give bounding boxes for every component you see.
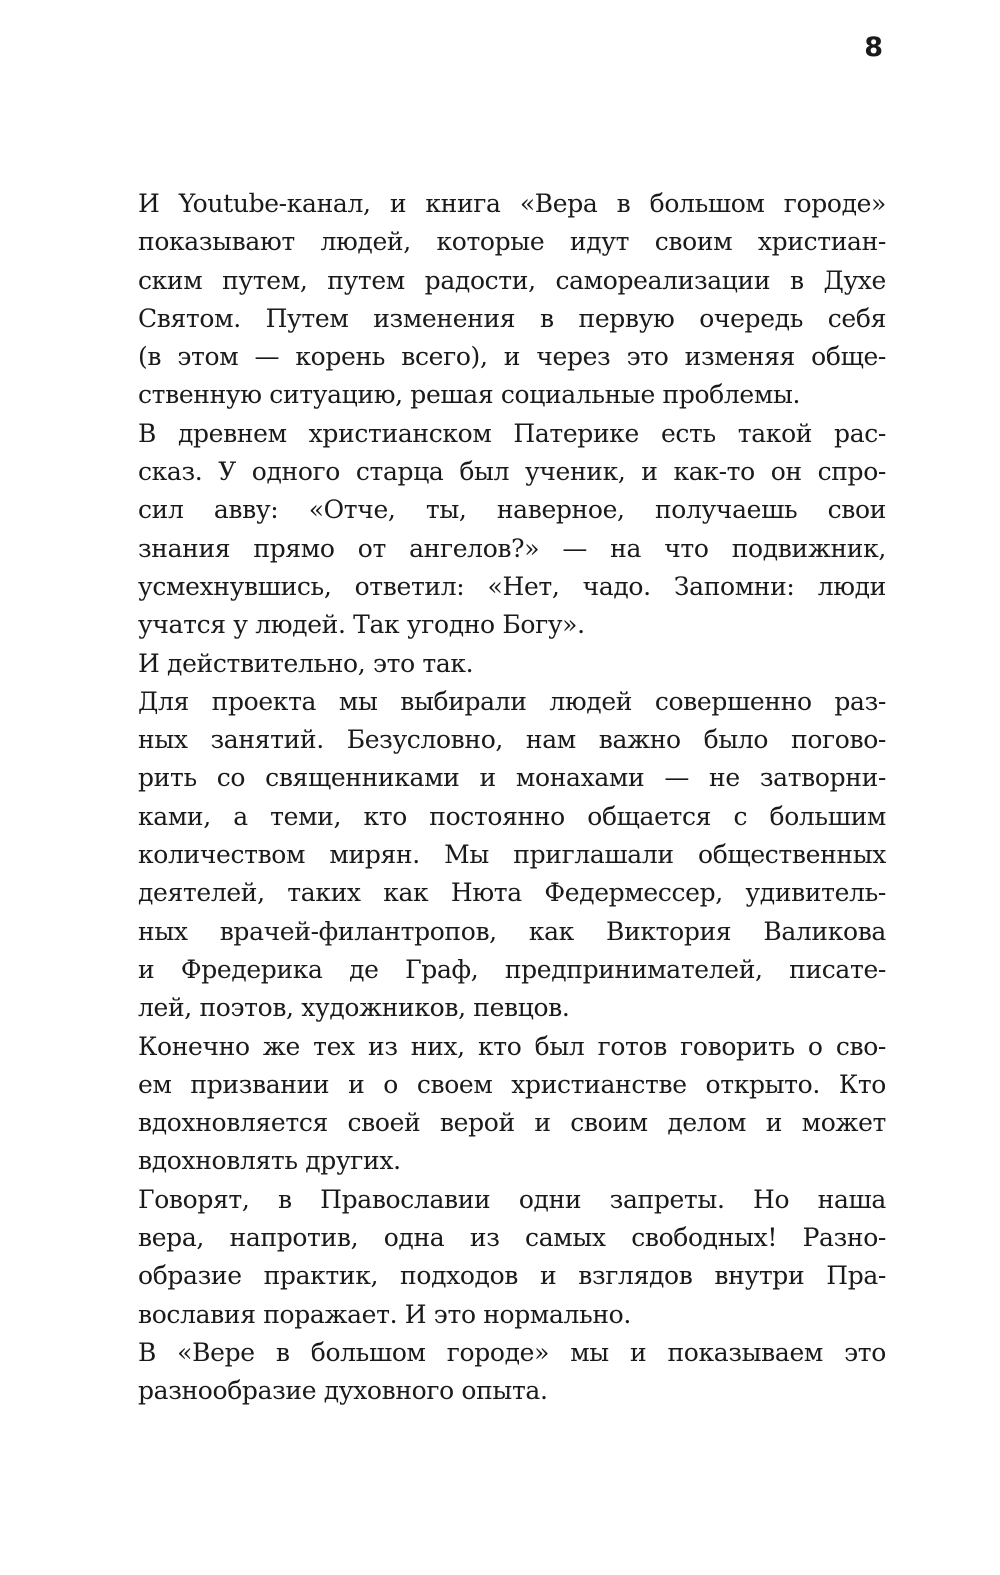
paragraph-6 <box>138 1181 886 1334</box>
paragraph-1 <box>138 185 886 415</box>
text-line: Святом. Путем изменения в первую очередь себя <box>138 303 886 333</box>
text-line: ками, а теми, кто постоянно общается с большим <box>138 801 886 831</box>
text-line: разнообразие духовного опыта. <box>138 1376 548 1406</box>
text-line: вдохновлять других. <box>138 1146 401 1176</box>
text-line: Конечно же тех из них, кто был готов говорить о сво- <box>138 1031 886 1061</box>
text-line: знания прямо от ангелов?» — на что подвижник, <box>138 533 886 563</box>
page-number: 8 <box>864 32 883 63</box>
text-line: вера, напротив, одна из самых свободных! Разно- <box>138 1223 886 1253</box>
text-line: сил авву: «Отче, ты, наверное, получаешь свои <box>138 495 886 525</box>
text-line: вдохновляется своей верой и своим делом и может <box>138 1108 886 1138</box>
text-line: В «Вере в большом городе» мы и показываем это <box>138 1337 886 1367</box>
text-line: В древнем христианском Патерике есть такой рас- <box>138 418 886 448</box>
text-line: ных занятий. Безусловно, нам важно было погово- <box>138 725 886 755</box>
paragraph-2 <box>138 415 886 645</box>
text-line: ем призвании и о своем христианстве открыто. Кто <box>138 1069 886 1099</box>
text-line: ственную ситуацию, решая социальные проблемы. <box>138 380 801 410</box>
text-line: образие практик, подходов и взглядов внутри Пра- <box>138 1261 886 1291</box>
text-line: сказ. У одного старца был ученик, и как-то он спро- <box>138 457 886 487</box>
text-line: рить со священниками и монахами — не затворни- <box>138 763 886 793</box>
text-line: И действительно, это так. <box>138 648 474 678</box>
text-line: учатся у людей. Так угодно Богу». <box>138 610 585 640</box>
text-line: показывают людей, которые идут своим христиан- <box>138 227 886 257</box>
paragraph-7 <box>138 1334 886 1411</box>
text-line: Говорят, в Православии одни запреты. Но наша <box>138 1184 886 1214</box>
text-line: вославия поражает. И это нормально. <box>138 1299 631 1329</box>
text-line: деятелей, таких как Нюта Федермессер, удивитель- <box>138 878 886 908</box>
paragraph-4 <box>138 683 886 1028</box>
paragraph-5 <box>138 1028 886 1181</box>
text-line: И Youtube-канал, и книга «Вера в большом городе» <box>138 189 886 218</box>
text-line: Для проекта мы выбирали людей совершенно раз- <box>138 686 886 716</box>
paragraph-3 <box>138 645 886 683</box>
text-line: ским путем, путем радости, самореализации в Духе <box>138 265 886 295</box>
text-line: количеством мирян. Мы приглашали общественных <box>138 840 886 870</box>
text-line: и Фредерика де Граф, предпринимателей, писате- <box>138 954 886 984</box>
text-line: усмехнувшись, ответил: «Нет, чадо. Запомни: люди <box>138 571 886 601</box>
text-line: ных врачей-филантропов, как Виктория Валикова <box>138 916 886 946</box>
text-line: лей, поэтов, художников, певцов. <box>138 993 570 1023</box>
text-line: (в этом — корень всего), и через это изменяя обще- <box>138 342 886 372</box>
body-text <box>138 185 886 1411</box>
